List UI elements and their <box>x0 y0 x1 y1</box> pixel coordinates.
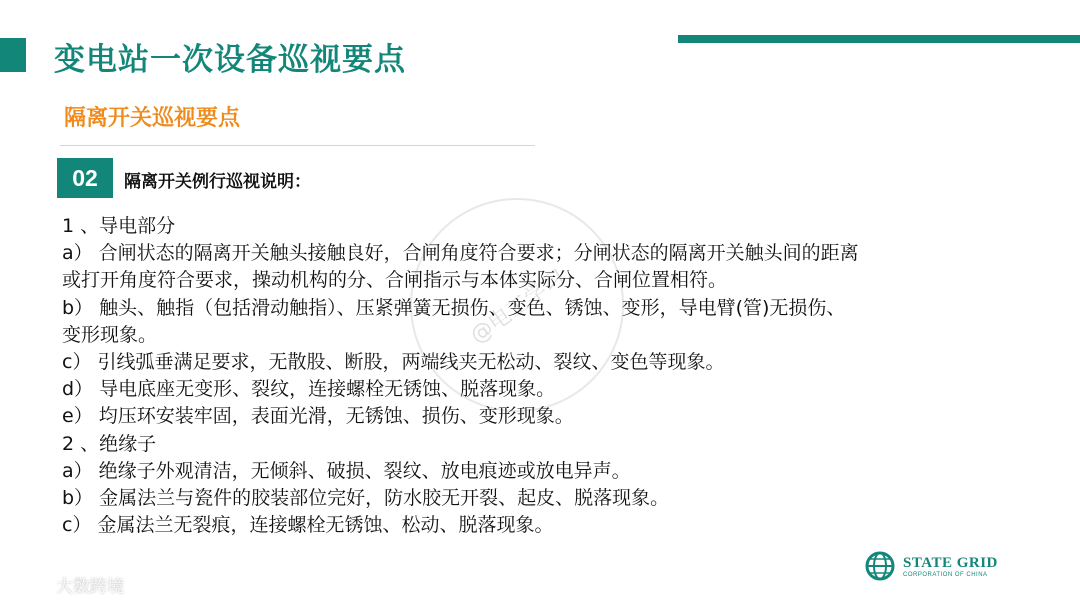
content-line: 2 、绝缘子 <box>62 432 157 455</box>
state-grid-logo <box>865 548 1025 584</box>
content-line: 或打开角度符合要求，操动机构的分、合闸指示与本体实际分、合闸位置相符。 <box>62 269 728 292</box>
logo-subtitle: CORPORATION OF CHINA <box>903 571 988 578</box>
content-line: a） 绝缘子外观清洁，无倾斜、破损、裂纹、放电痕迹或放电异声。 <box>62 459 631 482</box>
content-line: a） 合闸状态的隔离开关触头接触良好，合闸角度符合要求；分闸状态的隔离开关触头间的距离 <box>62 242 859 265</box>
content-line: e） 均压环安装牢固，表面光滑，无锈蚀、损伤、变形现象。 <box>62 405 574 428</box>
logo-title: STATE GRID <box>903 554 998 571</box>
content-line: b） 触头、触指（包括滑动触指）、压紧弹簧无损伤、变色、锈蚀、变形，导电臂(管)无损伤、 <box>62 296 846 319</box>
content-line: 变形现象。 <box>62 323 158 346</box>
left-accent-bar <box>0 38 26 72</box>
section-subtitle: 隔离开关巡视要点 <box>64 106 241 131</box>
content-line: d） 导电底座无变形、裂纹，连接螺栓无锈蚀、脱落现象。 <box>62 378 556 401</box>
watermark-text: @电工学习 <box>465 264 571 349</box>
content-line: b） 金属法兰与瓷件的胶装部位完好，防水胶无开裂、起皮、脱落现象。 <box>62 487 670 510</box>
divider <box>60 145 535 146</box>
section-heading: 隔离开关例行巡视说明： <box>124 172 311 192</box>
content-line: c） 金属法兰无裂痕，连接螺栓无锈蚀、松动、脱落现象。 <box>62 514 554 537</box>
brand-logo-icon <box>10 573 52 597</box>
state-grid-globe-icon <box>865 551 895 581</box>
top-accent-bar <box>678 35 1080 43</box>
content-line: 1 、导电部分 <box>62 215 176 237</box>
content-line: c） 引线弧垂满足要求，无散股、断股，两端线夹无松动、裂纹、变色等现象。 <box>62 351 725 374</box>
corner-watermark-text: 大数跨境 <box>56 577 124 597</box>
page-title: 变电站一次设备巡视要点 <box>54 42 406 78</box>
section-number-badge: 02 <box>57 158 113 198</box>
corner-watermark <box>10 572 124 597</box>
content-body <box>62 213 1022 539</box>
